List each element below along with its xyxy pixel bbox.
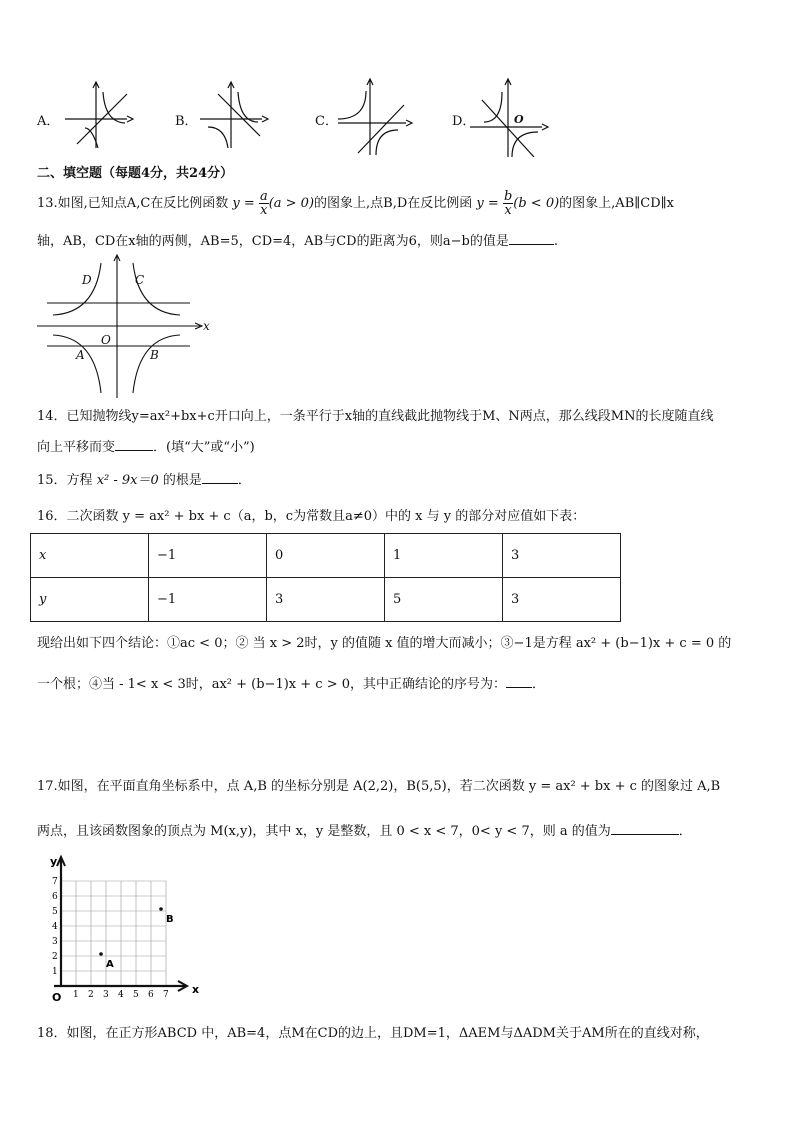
- option-a-label: A．: [37, 114, 60, 129]
- option-d-graph: [470, 75, 555, 157]
- y-tick-label: 6: [52, 892, 58, 902]
- table-row: x −1 0 1 3: [31, 534, 621, 578]
- y-tick-label: 1: [52, 967, 58, 977]
- y-tick-label: 2: [52, 952, 58, 962]
- y-tick-label: 7: [52, 877, 58, 887]
- option-d-label: D．: [452, 114, 476, 129]
- x-tick-label: 4: [118, 990, 124, 1000]
- x-tick-label: 2: [88, 990, 94, 1000]
- fig-label-x: x: [203, 319, 210, 333]
- fig-label-o: O: [101, 333, 111, 347]
- q18-line1: 18．如图，在正方形ABCD 中，AB=4，点M在CD的边上，且DM=1，ΔAEM与ΔADM关于AM所在的直线对称，: [37, 1026, 709, 1041]
- q13-line2: 轴，AB，CD在x轴的两侧，AB=5，CD=4，AB与CD的距离为6，则a−b的值是 .: [37, 234, 558, 249]
- option-b-graph: [200, 78, 275, 148]
- section-title: 二、填空题（每题4分，共24分）: [37, 166, 234, 181]
- x-tick-label: 3: [103, 990, 109, 1000]
- q17-line2: 两点，且该函数图象的顶点为 M(x,y)，其中 x，y 是整数，且 0 < x < 7，0< y < 7，则 a 的值为 ．: [37, 824, 692, 839]
- y-axis-label: y: [50, 855, 58, 868]
- fig-label-d: D: [82, 273, 92, 287]
- fig-label-a: A: [76, 348, 85, 362]
- option-b-label: B．: [175, 114, 198, 129]
- q16-intro: 16．二次函数 y = ax² + bx + c（a，b，c为常数且a≠0）中的 x 与 y 的部分对应值如下表：: [37, 509, 586, 524]
- option-c-label: C．: [315, 114, 338, 129]
- origin-label: O: [52, 991, 62, 1004]
- table-row: y −1 3 5 3: [31, 578, 621, 622]
- q13-line1: 13.如图,已知点A,C在反比例函数 y = $\frac{a}{x}$ (a > 0)的图象上,点B,D在反比例函 y = $\frac{b}{x}$ (b < 0)的图象上,AB∥CD∥x: [37, 189, 674, 218]
- point-b-label: B: [166, 914, 174, 925]
- q17-line1: 17.如图，在平面直角坐标系中，点 A,B 的坐标分别是 A(2,2)，B(5,5)，若二次函数 y = ax² + bx + c 的图象过 A,B: [37, 779, 721, 794]
- x-tick-label: 1: [73, 990, 79, 1000]
- fig-label-c: C: [135, 273, 145, 287]
- y-tick-label: 4: [52, 922, 58, 932]
- q15: 15．方程 x² - 9x＝0 的根是 ．: [37, 473, 251, 488]
- q16-conclusions-line2: 一个根；④当 - 1< x < 3时，ax² + (b−1)x + c > 0，其中正确结论的序号为： ．: [37, 677, 546, 692]
- q14-line1: 14．已知抛物线y=ax²+bx+c开口向上，一条平行于x轴的直线截此抛物线于M、N两点，那么线段MN的长度随直线: [37, 409, 714, 424]
- fig-label-b: B: [150, 348, 159, 362]
- point-a: [99, 952, 103, 956]
- point-a-label: A: [106, 959, 114, 970]
- option-c-graph: [338, 75, 423, 155]
- y-tick-label: 3: [52, 937, 58, 947]
- svg-text:O: O: [514, 113, 524, 126]
- q13-figure: [35, 253, 220, 398]
- x-tick-label: 6: [148, 990, 154, 1000]
- x-tick-label: 7: [163, 990, 169, 1000]
- x-tick-label: 5: [133, 990, 139, 1000]
- q16-conclusions-line1: 现给出如下四个结论：①ac < 0；② 当 x > 2时，y 的值随 x 值的增大而减小；③−1是方程 ax² + (b−1)x + c = 0 的: [37, 636, 732, 651]
- q16-table: [30, 533, 621, 622]
- x-axis-label: x: [192, 983, 200, 996]
- point-b: [159, 907, 163, 911]
- option-a-graph: [65, 78, 140, 148]
- q14-line2: 向上平移而变 ．(填“大”或“小”): [37, 440, 255, 455]
- q17-grid-figure: [40, 852, 210, 1007]
- y-tick-label: 5: [52, 907, 58, 917]
